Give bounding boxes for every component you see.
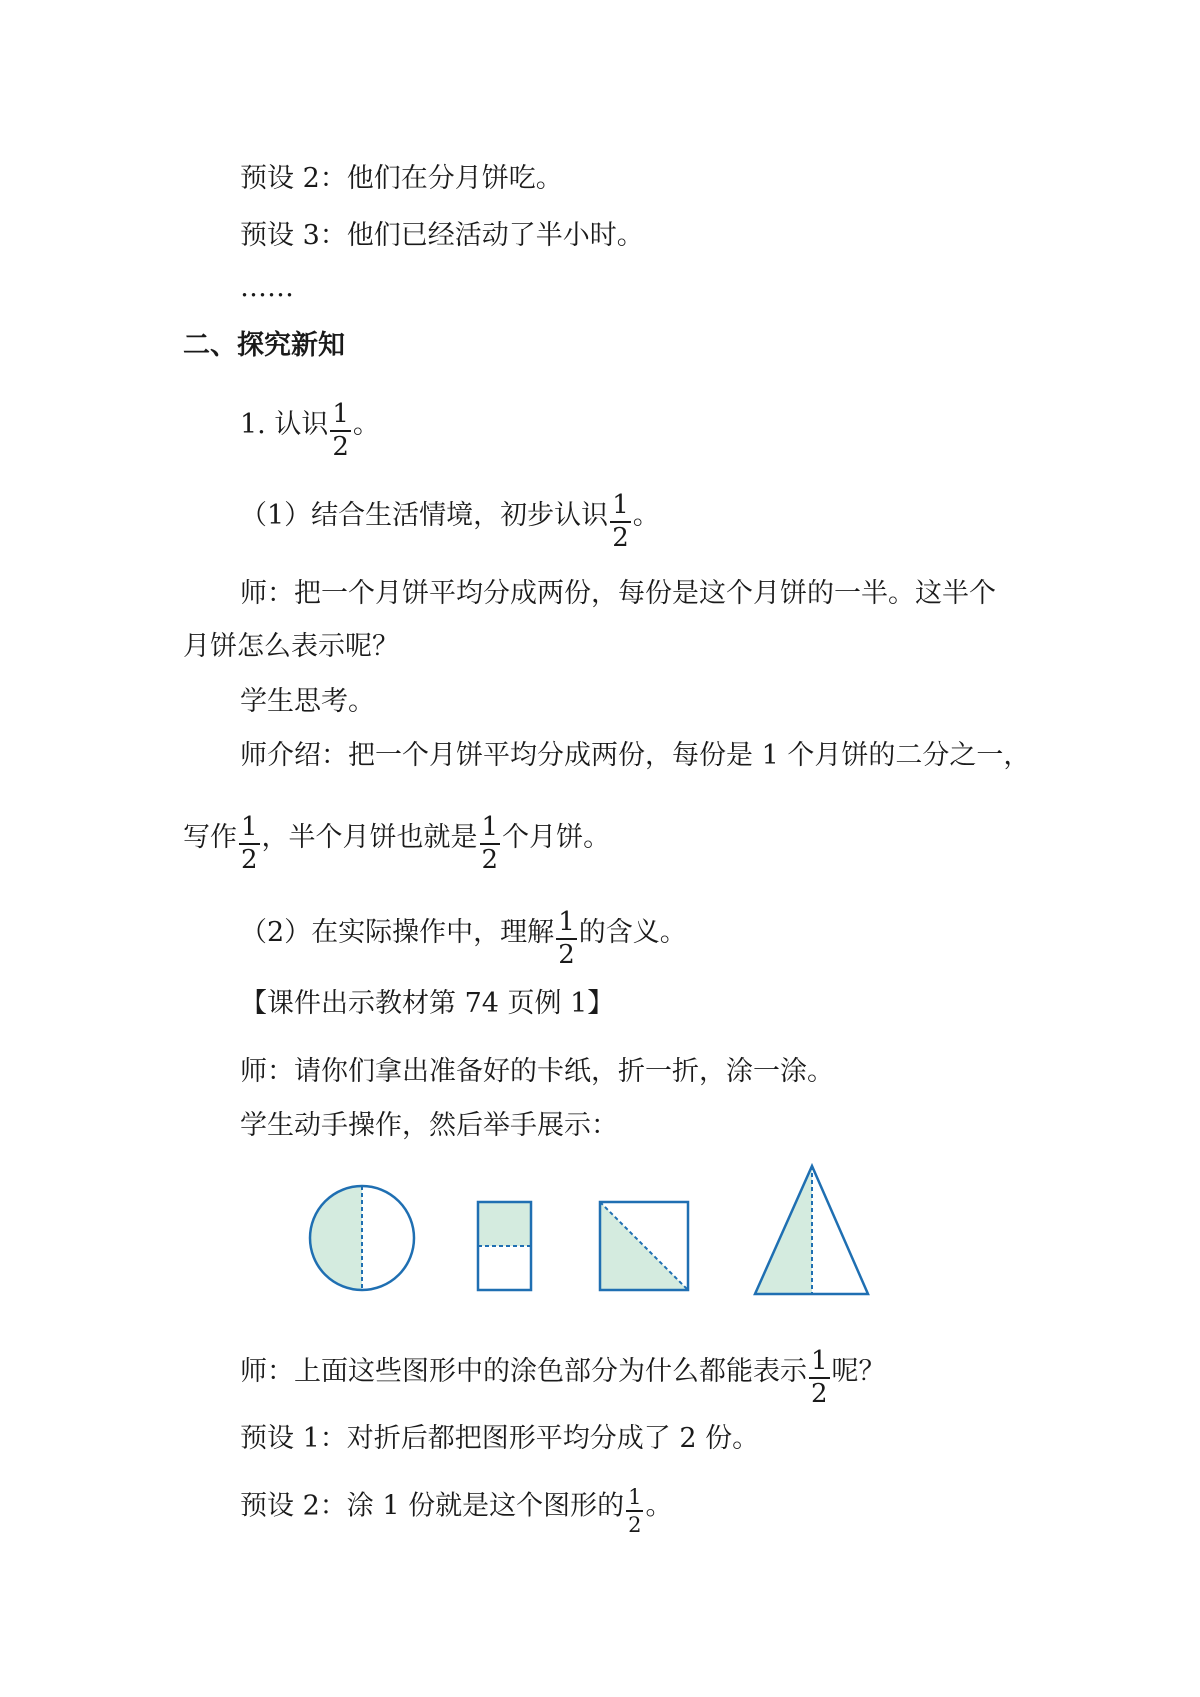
fraction-denominator: 2: [332, 432, 349, 463]
fraction-numerator: 1: [628, 1485, 642, 1509]
preset-2-line: 预设 2：他们在分月饼吃。: [240, 163, 563, 194]
subitem-2-text: （2）在实际操作中，理解: [240, 916, 555, 948]
teacher-question-end: 呢？: [831, 1355, 886, 1387]
preset-answer-2-end: 。: [645, 1490, 673, 1522]
students-think: 学生思考。: [240, 686, 375, 717]
fraction-numerator: 1: [558, 907, 575, 937]
triangle-half-shaded: [755, 1166, 868, 1294]
fraction-numerator: 1: [612, 490, 629, 520]
square-diagonal-half-shaded: [600, 1202, 688, 1290]
fraction-denominator: 2: [811, 1379, 828, 1410]
fraction-denominator: 2: [612, 523, 629, 554]
mooncake-unit-text: 个月饼。: [502, 821, 611, 853]
fraction-one-half: [809, 1348, 830, 1409]
fraction-one-half: [626, 1486, 643, 1536]
ellipsis: ……: [240, 272, 294, 303]
fraction-one-half: [239, 814, 260, 875]
teacher-instruction: 师：请你们拿出准备好的卡纸，折一折，涂一涂。: [240, 1056, 834, 1087]
students-operate: 学生动手操作，然后举手展示：: [240, 1110, 618, 1141]
subitem-1-title: [240, 486, 660, 554]
rectangle-half-shaded: [478, 1202, 531, 1290]
fraction-bar: [626, 1510, 643, 1512]
half-mooncake-text: ，半个月饼也就是: [261, 821, 478, 853]
courseware-note: 【课件出示教材第 74 页例 1】: [240, 988, 615, 1019]
fraction-one-half: [556, 909, 577, 970]
fraction-one-half: [610, 492, 631, 553]
subitem-2-title: [240, 903, 687, 971]
fraction-numerator: 1: [332, 399, 349, 429]
write-as-text: 写作: [183, 821, 237, 853]
fraction-denominator: 2: [241, 845, 258, 876]
fraction-one-half: [480, 814, 501, 875]
shapes-figure: [300, 1160, 900, 1320]
preset-answer-2: [240, 1482, 673, 1538]
preset-answer-2-text: 预设 2：涂 1 份就是这个图形的: [240, 1490, 625, 1522]
item-1-text: 1. 认识: [240, 408, 329, 440]
fraction-denominator: 2: [558, 940, 575, 971]
write-as-line: [183, 808, 611, 876]
subitem-1-end: 。: [632, 499, 660, 531]
item-1-end: 。: [352, 408, 380, 440]
fraction-numerator: 1: [241, 812, 258, 842]
item-1-title: [240, 395, 380, 463]
circle-half-shaded: [310, 1186, 414, 1290]
fraction-denominator: 2: [481, 845, 499, 876]
subitem-1-text: （1）结合生活情境，初步认识: [240, 499, 609, 531]
teacher-line-1: 师：把一个月饼平均分成两份，每份是这个月饼的一半。这半个: [240, 578, 996, 609]
preset-answer-1: 预设 1：对折后都把图形平均分成了 2 份。: [240, 1423, 760, 1454]
teacher-question-text: 师：上面这些图形中的涂色部分为什么都能表示: [240, 1355, 807, 1387]
fraction-one-half: [330, 401, 351, 462]
fraction-numerator: 1: [811, 1346, 828, 1376]
subitem-2-end: 的含义。: [578, 916, 687, 948]
fraction-denominator: 2: [628, 1513, 642, 1538]
section-heading: 二、探究新知: [183, 330, 345, 361]
teacher-intro: 师介绍：把一个月饼平均分成两份，每份是 1 个月饼的二分之一，: [240, 740, 1031, 771]
teacher-line-1-cont: 月饼怎么表示呢？: [183, 631, 399, 662]
fraction-numerator: 1: [481, 812, 499, 842]
preset-3-line: 预设 3：他们已经活动了半小时。: [240, 220, 644, 251]
teacher-question: [240, 1342, 886, 1410]
